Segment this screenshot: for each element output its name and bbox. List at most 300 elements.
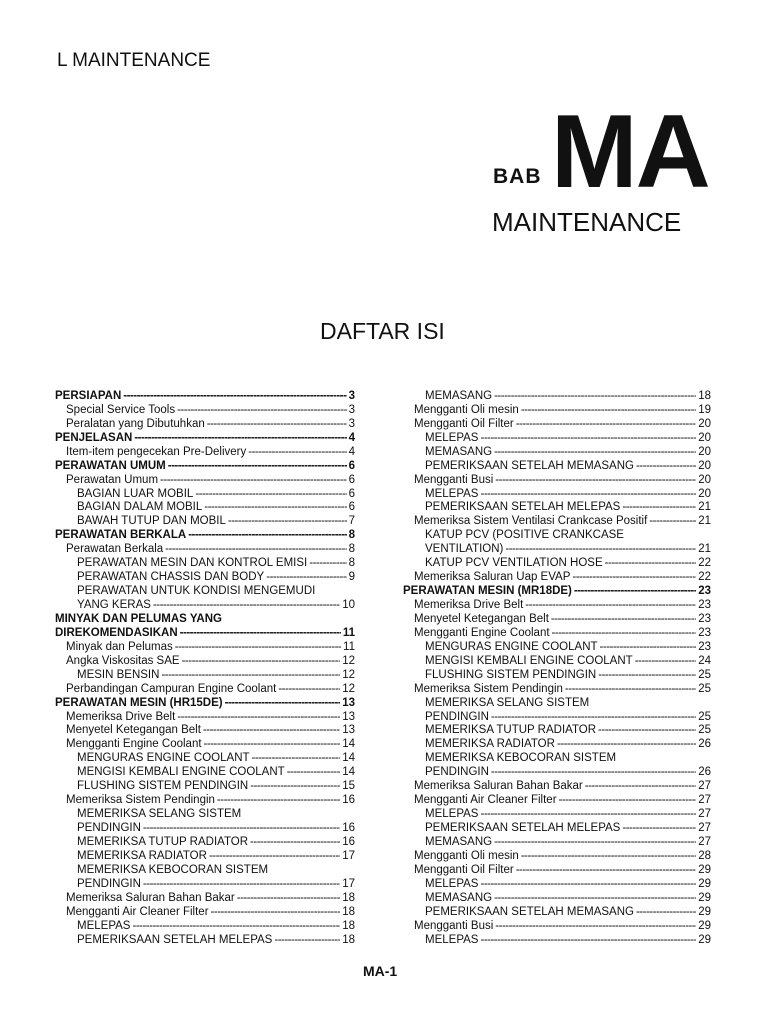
toc-entry-title: Angka Viskositas SAE	[66, 654, 180, 667]
toc-entry-title: PENDINGIN	[425, 766, 489, 779]
toc-entry-title: MEMERIKSA KEBOCORAN SISTEM	[425, 752, 617, 765]
toc-entry[interactable]	[55, 849, 355, 863]
toc-entry[interactable]	[403, 793, 711, 807]
toc-entry[interactable]	[55, 501, 355, 515]
toc-leader-dashes	[188, 529, 346, 542]
toc-entry-title: BAWAH TUTUP DAN MOBIL	[77, 515, 226, 528]
toc-leader-dashes	[622, 822, 696, 835]
toc-entry-page: 14	[342, 766, 355, 779]
toc-leader-dashes	[516, 864, 696, 877]
toc-entry-page: 4	[348, 445, 355, 458]
toc-entry-page: 21	[698, 543, 711, 556]
toc-leader-dashes	[494, 892, 696, 905]
toc-entry-page: 29	[698, 891, 711, 904]
toc-leader-dashes	[480, 878, 696, 891]
toc-entry-page: 25	[698, 668, 711, 681]
toc-right-column	[403, 389, 711, 947]
toc-entry-title: Menyetel Ketegangan Belt	[66, 724, 201, 737]
toc-entry-title: Memeriksa Drive Belt	[66, 710, 176, 723]
toc-leader-dashes	[551, 613, 696, 626]
toc-entry-page: 20	[698, 431, 711, 444]
toc-entry-title: MEMERIKSA RADIATOR	[425, 738, 555, 751]
toc-entry-title: Memeriksa Saluran Bahan Bakar	[66, 891, 235, 904]
toc-entry-title: FLUSHING SISTEM PENDINGIN	[425, 668, 597, 681]
toc-entry[interactable]	[55, 696, 355, 710]
toc-entry[interactable]	[403, 849, 711, 863]
toc-entry[interactable]	[403, 445, 711, 459]
toc-entry-page: 12	[342, 682, 355, 695]
toc-entry-page: 11	[342, 626, 355, 639]
toc-entry-title: PERAWATAN UNTUK KONDISI MENGEMUDI	[77, 585, 316, 598]
toc-leader-dashes	[195, 488, 346, 501]
toc-entry-page: 9	[348, 571, 355, 584]
toc-leader-dashes	[168, 460, 347, 473]
toc-entry[interactable]	[55, 807, 355, 821]
toc-entry-title: MENGURAS ENGINE COOLANT	[425, 640, 598, 653]
toc-entry[interactable]	[55, 626, 355, 640]
toc-entry[interactable]	[55, 417, 355, 431]
toc-entry-page: 18	[342, 919, 355, 932]
toc-entry-page: 21	[698, 501, 711, 514]
toc-entry-page: 8	[348, 529, 355, 542]
toc-entry-title: MELEPAS	[425, 487, 479, 500]
toc-left-column	[55, 389, 355, 947]
toc-entry[interactable]	[403, 431, 711, 445]
toc-leader-dashes	[525, 599, 696, 612]
toc-entry-title: Perbandingan Campuran Engine Coolant	[66, 682, 277, 695]
toc-entry[interactable]	[55, 487, 355, 501]
toc-leader-dashes	[143, 822, 340, 835]
toc-leader-dashes	[287, 766, 341, 779]
toc-leader-dashes	[132, 920, 340, 933]
toc-entry[interactable]	[403, 487, 711, 501]
toc-entry[interactable]	[55, 640, 355, 654]
toc-leader-dashes	[559, 794, 697, 807]
toc-entry[interactable]	[55, 668, 355, 682]
toc-entry-title: PENJELASAN	[55, 431, 133, 444]
toc-entry-title: MEMASANG	[425, 389, 493, 402]
toc-leader-dashes	[494, 446, 696, 459]
toc-entry[interactable]	[403, 807, 711, 821]
toc-leader-dashes	[177, 404, 347, 417]
toc-entry-title: MEMERIKSA KEBOCORAN SISTEM	[77, 863, 269, 876]
toc-leader-dashes	[491, 711, 696, 724]
toc-entry[interactable]	[403, 835, 711, 849]
toc-entry-page: 22	[698, 557, 711, 570]
toc-entry[interactable]	[55, 598, 355, 612]
toc-entry-title: MESIN BENSIN	[77, 668, 160, 681]
toc-entry[interactable]	[55, 737, 355, 751]
toc-entry-title: Minyak dan Pelumas	[66, 640, 173, 653]
toc-entry-page: 23	[698, 626, 711, 639]
toc-leader-dashes	[228, 515, 347, 528]
toc-leader-dashes	[175, 641, 341, 654]
toc-entry-title: PERAWATAN BERKALA	[55, 529, 187, 542]
toc-leader-dashes	[309, 557, 346, 570]
toc-entry[interactable]	[403, 417, 711, 431]
toc-leader-dashes	[204, 501, 346, 514]
toc-leader-dashes	[494, 390, 696, 403]
toc-entry[interactable]	[55, 556, 355, 570]
toc-leader-dashes	[605, 557, 697, 570]
toc-entry-title: MELEPAS	[425, 808, 479, 821]
toc-entry-title: Mengganti Oli mesin	[414, 849, 519, 862]
toc-leader-dashes	[636, 460, 696, 473]
toc-leader-dashes	[180, 627, 341, 640]
toc-entry[interactable]	[403, 821, 711, 835]
toc-leader-dashes	[204, 738, 341, 751]
toc-entry-title: MENGISI KEMBALI ENGINE COOLANT	[77, 766, 285, 779]
toc-entry-title: BAGIAN DALAM MOBIL	[77, 501, 203, 514]
toc-entry[interactable]	[55, 445, 355, 459]
toc-entry[interactable]	[403, 514, 711, 528]
toc-entry[interactable]	[55, 528, 355, 542]
toc-leader-dashes	[636, 906, 696, 919]
toc-leader-dashes	[622, 501, 696, 514]
toc-entry-page: 6	[348, 501, 355, 514]
toc-leader-dashes	[217, 794, 340, 807]
toc-entry[interactable]	[55, 877, 355, 891]
toc-entry[interactable]	[403, 459, 711, 473]
toc-entry-title: PERAWATAN MESIN (HR15DE)	[55, 696, 223, 709]
toc-entry-title: YANG KERAS	[77, 599, 151, 611]
toc-entry-title: PENDINGIN	[77, 822, 141, 834]
toc-entry-page: 8	[348, 543, 355, 556]
toc-entry-page: 7	[348, 515, 355, 528]
toc-leader-dashes	[203, 724, 340, 737]
toc-entry-page: 28	[698, 849, 711, 862]
toc-leader-dashes	[278, 683, 340, 696]
toc-entry[interactable]	[55, 389, 355, 403]
toc-entry-title: MEMASANG	[425, 835, 493, 848]
chapter-bab-label: BAB	[493, 165, 542, 188]
toc-entry-title: Memeriksa Saluran Bahan Bakar	[414, 780, 583, 793]
toc-leader-dashes	[521, 850, 696, 863]
toc-entry[interactable]	[403, 710, 711, 724]
toc-entry-title: MELEPAS	[425, 933, 479, 946]
toc-entry-title: KATUP PCV VENTILATION HOSE	[425, 557, 603, 570]
toc-leader-dashes	[182, 655, 341, 668]
toc-entry[interactable]	[403, 682, 711, 696]
toc-leader-dashes	[252, 752, 341, 765]
toc-leader-dashes	[480, 934, 696, 947]
toc-leader-dashes	[161, 669, 340, 682]
toc-entry-title: Item-item pengecekan Pre-Delivery	[66, 445, 247, 458]
toc-entry[interactable]	[403, 737, 711, 751]
toc-leader-dashes	[557, 738, 696, 751]
toc-entry-page: 3	[348, 389, 355, 402]
chapter-code: MA	[551, 94, 709, 210]
toc-entry-title: Perawatan Umum	[66, 473, 159, 486]
toc-entry-page: 20	[698, 487, 711, 500]
toc-entry-title: Mengganti Busi	[414, 919, 494, 932]
toc-entry[interactable]	[403, 724, 711, 738]
toc-entry-title: PENDINGIN	[77, 877, 141, 890]
toc-entry-title: Special Service Tools	[66, 403, 176, 416]
toc-entry-page: 23	[698, 640, 711, 653]
toc-entry-title: PEMERIKSAAN SETELAH MEMASANG	[425, 459, 634, 472]
toc-leader-dashes	[495, 474, 696, 487]
toc-leader-dashes	[521, 404, 696, 417]
toc-entry-title: MENGURAS ENGINE COOLANT	[77, 752, 250, 765]
toc-entry[interactable]	[55, 779, 355, 793]
toc-leader-dashes	[495, 920, 696, 933]
toc-entry-page: 10	[342, 599, 355, 611]
toc-entry-page: 14	[342, 752, 355, 765]
toc-entry-page: 22	[698, 571, 711, 584]
toc-entry[interactable]	[403, 626, 711, 640]
toc-entry[interactable]	[403, 598, 711, 612]
toc-entry[interactable]	[403, 654, 711, 668]
toc-entry-page: 18	[698, 389, 711, 402]
toc-entry-title: MELEPAS	[425, 877, 479, 890]
toc-entry[interactable]	[403, 933, 711, 947]
toc-leader-dashes	[516, 418, 696, 431]
toc-entry[interactable]	[55, 919, 355, 933]
toc-entry-page: 23	[698, 599, 711, 611]
toc-entry-page: 29	[698, 933, 711, 946]
toc-leader-dashes	[491, 766, 696, 779]
toc-entry-page: 21	[698, 515, 711, 528]
toc-entry-page: 27	[698, 808, 711, 821]
toc-entry-page: 26	[698, 738, 711, 751]
toc-entry-page: 12	[342, 654, 355, 667]
toc-entry[interactable]	[55, 612, 355, 626]
toc-entry-page: 13	[342, 724, 355, 737]
toc-entry-title: MENGISI KEMBALI ENGINE COOLANT	[425, 654, 633, 667]
toc-leader-dashes	[480, 488, 696, 501]
toc-entry-page: 20	[698, 473, 711, 486]
toc-entry[interactable]	[55, 570, 355, 584]
toc-leader-dashes	[248, 446, 346, 459]
toc-entry-title: MEMERIKSA TUTUP RADIATOR	[425, 724, 597, 737]
toc-leader-dashes	[494, 836, 696, 849]
toc-entry-title: Mengganti Air Cleaner Filter	[414, 794, 557, 807]
toc-entry[interactable]	[403, 640, 711, 654]
toc-entry-title: Perawatan Berkala	[66, 543, 164, 556]
toc-leader-dashes	[598, 669, 696, 682]
toc-entry[interactable]	[55, 793, 355, 807]
toc-entry[interactable]	[403, 765, 711, 779]
toc-entry-page: 29	[698, 877, 711, 890]
toc-entry[interactable]	[403, 919, 711, 933]
toc-entry-title: Memeriksa Sistem Ventilasi Crankcase Positif	[414, 515, 648, 528]
toc-leader-dashes	[649, 515, 696, 528]
toc-leader-dashes	[160, 474, 347, 487]
toc-leader-dashes	[211, 906, 341, 919]
toc-entry-page: 18	[342, 891, 355, 904]
toc-entry[interactable]	[55, 891, 355, 905]
toc-leader-dashes	[250, 780, 340, 793]
toc-entry-page: 27	[698, 780, 711, 793]
toc-entry-title: MEMERIKSA RADIATOR	[77, 849, 207, 862]
toc-entry[interactable]	[403, 751, 711, 765]
toc-entry-title: Mengganti Busi	[414, 473, 494, 486]
toc-entry[interactable]	[55, 751, 355, 765]
toc-entry-title: Memeriksa Drive Belt	[414, 599, 524, 611]
toc-entry-page: 25	[698, 710, 711, 723]
toc-entry[interactable]	[403, 389, 711, 403]
toc-entry-title: MEMERIKSA SELANG SISTEM	[425, 696, 590, 709]
toc-leader-dashes	[635, 655, 697, 668]
toc-entry[interactable]	[55, 431, 355, 445]
toc-leader-dashes	[505, 543, 696, 556]
toc-entry[interactable]	[55, 821, 355, 835]
toc-entry[interactable]	[403, 696, 711, 710]
section-label: L MAINTENANCE	[57, 50, 211, 71]
toc-entry[interactable]	[55, 905, 355, 919]
toc-entry-page: 3	[348, 417, 355, 430]
toc-entry-page: 29	[698, 905, 711, 918]
toc-entry-page: 20	[698, 445, 711, 458]
toc-entry[interactable]	[55, 933, 355, 947]
toc-entry-title: PERAWATAN MESIN DAN KONTROL EMISI	[77, 557, 308, 570]
chapter-title: MAINTENANCE	[492, 207, 682, 237]
toc-leader-dashes	[600, 641, 697, 654]
toc-leader-dashes	[165, 543, 346, 556]
toc-entry-page: 16	[342, 794, 355, 807]
toc-entry-page: 17	[342, 877, 355, 890]
toc-entry[interactable]	[55, 459, 355, 473]
toc-entry-page: 6	[348, 487, 355, 500]
toc-entry[interactable]	[55, 710, 355, 724]
toc-entry[interactable]	[403, 403, 711, 417]
toc-leader-dashes	[250, 836, 340, 849]
toc-leader-dashes	[572, 571, 696, 584]
toc-entry[interactable]	[403, 542, 711, 556]
toc-entry[interactable]	[55, 473, 355, 487]
toc-entry-title: MELEPAS	[77, 919, 131, 932]
toc-leader-dashes	[209, 850, 340, 863]
toc-leader-dashes	[480, 808, 696, 821]
toc-entry-title: PERAWATAN UMUM	[55, 459, 166, 472]
toc-entry-title: Mengganti Oil Filter	[414, 863, 514, 876]
toc-entry-page: 13	[342, 710, 355, 723]
toc-leader-dashes	[143, 878, 340, 891]
toc-entry-title: MEMASANG	[425, 445, 493, 458]
toc-leader-dashes	[574, 585, 696, 598]
toc-entry-title: PEMERIKSAAN SETELAH MELEPAS	[77, 933, 273, 946]
toc-entry-page: 25	[698, 682, 711, 695]
toc-entry-title: Memeriksa Sistem Pendingin	[66, 794, 215, 807]
toc-entry[interactable]	[55, 863, 355, 877]
toc-entry-page: 19	[698, 403, 711, 416]
toc-entry-title: Menyetel Ketegangan Belt	[414, 612, 549, 625]
toc-leader-dashes	[480, 432, 696, 445]
toc-entry[interactable]	[403, 612, 711, 626]
toc-entry-title: Mengganti Engine Coolant	[414, 626, 550, 639]
toc-leader-dashes	[552, 627, 697, 640]
toc-entry[interactable]	[403, 905, 711, 919]
toc-entry-title: PERAWATAN CHASSIS DAN BODY	[77, 571, 265, 584]
toc-entry-page: 23	[698, 612, 711, 625]
toc-entry[interactable]	[55, 682, 355, 696]
page-number: MA-1	[363, 963, 398, 979]
toc-entry-page: 23	[698, 585, 711, 598]
toc-leader-dashes	[207, 418, 347, 431]
toc-entry[interactable]	[55, 835, 355, 849]
toc-entry-page: 24	[698, 654, 711, 667]
toc-entry-title: VENTILATION)	[425, 543, 504, 556]
toc-entry-page: 29	[698, 863, 711, 876]
toc-entry-page: 27	[698, 822, 711, 834]
toc-entry-title: Peralatan yang Dibutuhkan	[66, 417, 205, 430]
toc-leader-dashes	[153, 599, 340, 612]
toc-entry-page: 6	[348, 473, 355, 486]
toc-entry[interactable]	[55, 542, 355, 556]
toc-entry[interactable]	[403, 891, 711, 905]
toc-entry[interactable]	[403, 473, 711, 487]
toc-entry-page: 14	[342, 738, 355, 751]
toc-entry-title: PERAWATAN MESIN (MR18DE)	[403, 585, 572, 598]
toc-entry-page: 27	[698, 835, 711, 848]
toc-entry-page: 27	[698, 794, 711, 807]
toc-entry[interactable]	[55, 654, 355, 668]
toc-entry[interactable]	[55, 765, 355, 779]
toc-entry-title: MINYAK DAN PELUMAS YANG	[55, 612, 222, 625]
toc-entry-title: FLUSHING SISTEM PENDINGIN	[77, 780, 249, 793]
toc-entry[interactable]	[403, 779, 711, 793]
toc-entry-page: 4	[348, 431, 355, 444]
toc-entry-page: 16	[342, 835, 355, 848]
toc-entry[interactable]	[403, 501, 711, 515]
toc-entry-page: 20	[698, 459, 711, 472]
toc-entry[interactable]	[55, 403, 355, 417]
toc-entry-page: 20	[698, 417, 711, 430]
toc-leader-dashes	[598, 724, 696, 737]
toc-entry[interactable]	[403, 556, 711, 570]
toc-leader-dashes	[585, 780, 696, 793]
toc-leader-dashes	[134, 432, 346, 445]
toc-entry-page: 25	[698, 724, 711, 737]
toc-entry-title: DIREKOMENDASIKAN	[55, 626, 178, 639]
toc-entry-title: PEMERIKSAAN SETELAH MEMASANG	[425, 905, 634, 918]
toc-entry[interactable]	[55, 514, 355, 528]
toc-entry-page: 17	[342, 849, 355, 862]
toc-entry-page: 15	[342, 780, 355, 793]
toc-entry[interactable]	[403, 863, 711, 877]
toc-entry-title: Mengganti Air Cleaner Filter	[66, 905, 209, 918]
toc-entry-page: 13	[342, 696, 355, 709]
toc-entry-title: PEMERIKSAAN SETELAH MELEPAS	[425, 501, 621, 514]
toc-leader-dashes	[274, 934, 340, 947]
toc-entry-page: 16	[342, 822, 355, 834]
toc-entry-page: 8	[348, 557, 355, 570]
toc-entry[interactable]	[403, 584, 711, 598]
toc-entry-page: 18	[342, 905, 355, 918]
toc-entry-page: 11	[343, 640, 355, 653]
toc-entry[interactable]	[403, 570, 711, 584]
toc-entry[interactable]	[403, 877, 711, 891]
toc-entry[interactable]	[55, 724, 355, 738]
toc-entry[interactable]	[55, 584, 355, 598]
toc-entry-page: 6	[348, 459, 355, 472]
toc-entry[interactable]	[403, 528, 711, 542]
toc-leader-dashes	[565, 683, 696, 696]
toc-leader-dashes	[177, 711, 340, 724]
toc-entry[interactable]	[403, 668, 711, 682]
toc-leader-dashes	[123, 390, 346, 403]
toc-entry-title: MEMERIKSA SELANG SISTEM	[77, 808, 242, 821]
toc-entry-page: 26	[698, 766, 711, 779]
toc-entry-title: PERSIAPAN	[55, 389, 122, 402]
toc-entry-page: 29	[698, 919, 711, 932]
toc-entry-title: PENDINGIN	[425, 710, 489, 723]
toc-entry-title: Mengganti Engine Coolant	[66, 738, 202, 751]
toc-leader-dashes	[225, 697, 341, 710]
toc-entry-title: Mengganti Oil Filter	[414, 417, 514, 430]
toc-entry-title: BAGIAN LUAR MOBIL	[77, 487, 194, 500]
